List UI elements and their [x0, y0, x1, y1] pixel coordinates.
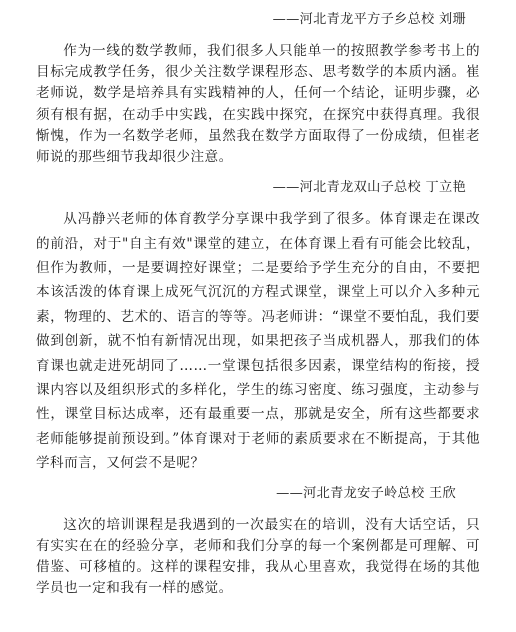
paragraph-training-reflection: 这次的培训课程是我遇到的一次最实在的培训，没有大话空话，只有实实在在的经验分享，老师和我们分享的每一个案例都是可理解、可借鉴、可移植的。这样的课程安排，我从心里喜欢，我觉得在场的其他学员也一定和我有一样的感觉。: [36, 516, 480, 597]
attribution-wang-xin: ——河北青龙安子岭总校 王欣: [276, 485, 456, 501]
paragraph-pe-class-reflection: 从冯静兴老师的体育教学分享课中我学到了很多。体育课走在课改的前沿，对于"自主有效"课堂的建立，在体育课上看有可能会比较乱，但作为教师，一是要调控好课堂；二是要给予学生充分的自由，不要把本该活泼的体育课上成死气沉沉的方程式课堂，课堂上可以介入多种元素，物理的、艺术的、语言的等等。冯老师讲：“课堂不要怕乱，我们要做到创新，就不怕有新情况出现，如果把孩子当成机器人，那我们的体育课也就走进死胡同了……一堂课包括很多因素，课堂结构的衔接，授课内容以及组织形式的多样化，学生的练习密度、练习强度，主动参与性，课堂目标达成率，还有最重要一点，那就是安全，所有这些都要求老师能够提前预设到。”体育课对于老师的素质要求在不断提高，于其他学科而言，又何尝不是呢？: [36, 211, 480, 472]
attribution-ding-liyan: ——河北青龙双山子总校 丁立艳: [272, 180, 466, 196]
attribution-liu-shan: ——河北青龙平方子乡总校 刘珊: [272, 12, 466, 27]
paragraph-math-teacher-reflection: 作为一线的数学教师，我们很多人只能单一的按照教学参考书上的目标完成教学任务，很少关注数学课程形态、思考数学的本质内涵。崔老师说，数学是培养具有实践精神的人，任何一个结论，证明步骤，必须有根有据，在动手中实践，在实践中探究，在探究中获得真理。我很惭愧，作为一名数学老师，虽然我在数学方面取得了一份成绩，但崔老师说的那些细节我却很少注意。: [36, 43, 480, 166]
